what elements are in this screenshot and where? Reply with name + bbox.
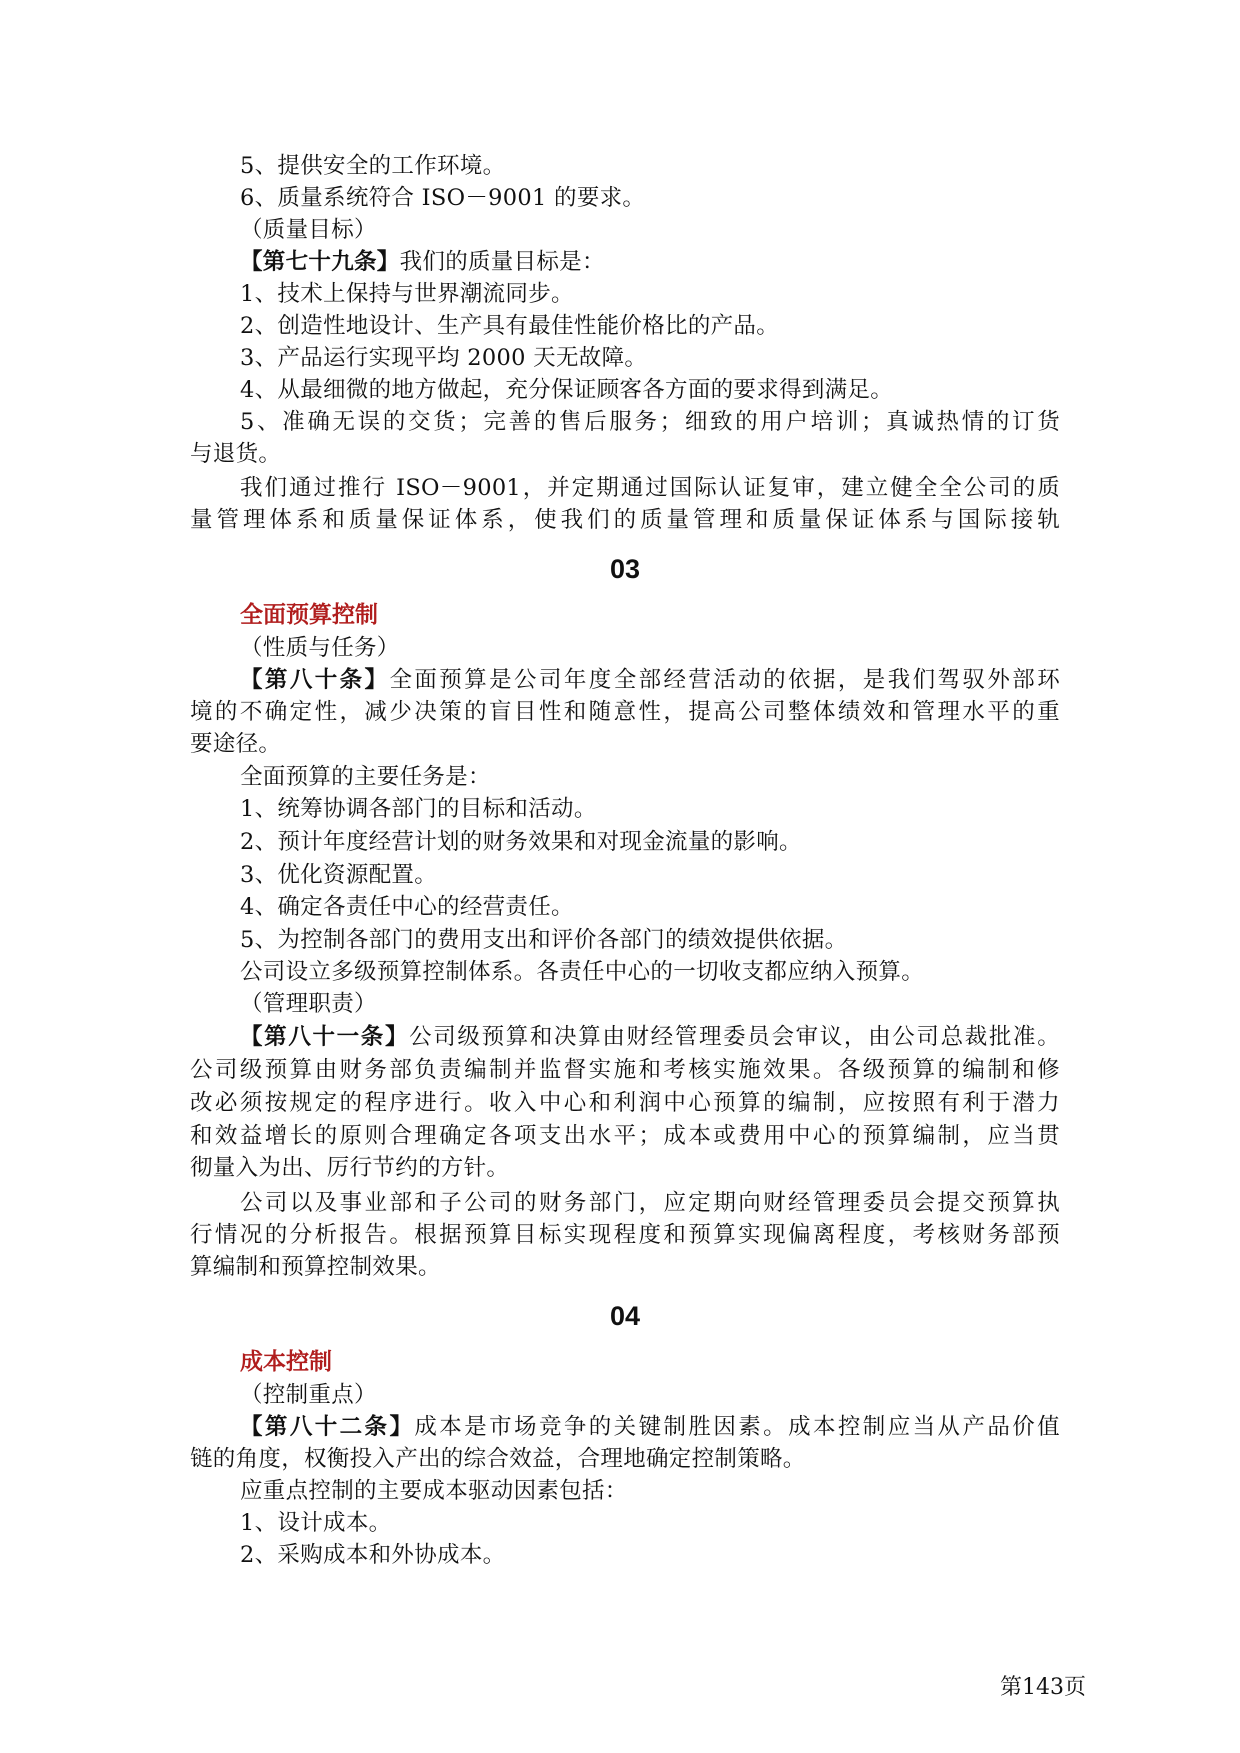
list-item: 6、质量系统符合 ISO－9001 的要求。	[240, 185, 646, 211]
list-item: 5、准确无误的交货；完善的售后服务；细致的用户培训；真诚热情的订货	[240, 409, 1060, 435]
list-item: 2、预计年度经营计划的财务效果和对现金流量的影响。	[240, 829, 802, 855]
text-line: 应重点控制的主要成本驱动因素包括：	[240, 1478, 628, 1504]
list-item: 1、统筹协调各部门的目标和活动。	[240, 796, 597, 822]
article-paragraph	[240, 1021, 1060, 1053]
section-title: 成本控制	[240, 1348, 332, 1375]
article-text: 成本是市场竞争的关键制胜因素。成本控制应当从产品价值	[414, 1414, 1060, 1440]
article-text: 全面预算是公司年度全部经营活动的依据，是我们驾驭外部环	[389, 667, 1060, 693]
paragraph-line: 境的不确定性，减少决策的盲目性和随意性，提高公司整体绩效和管理水平的重	[190, 699, 1060, 725]
text-line: 公司设立多级预算控制体系。各责任中心的一切收支都应纳入预算。	[240, 959, 925, 985]
article-text: 我们的质量目标是：	[399, 249, 605, 275]
subheading: （性质与任务）	[240, 635, 400, 661]
section-number: 04	[609, 1301, 641, 1331]
list-item: 3、优化资源配置。	[240, 862, 438, 888]
article-label: 【第八十条】	[240, 667, 390, 693]
list-item: 3、产品运行实现平均 2000 天无故障。	[240, 345, 648, 371]
page-number: 第143页	[1000, 1675, 1086, 1700]
text-line: 与退货。	[190, 441, 282, 467]
text-line: 全面预算的主要任务是：	[240, 764, 491, 790]
article-paragraph	[240, 246, 1060, 278]
article-label: 【第八十二条】	[240, 1414, 415, 1440]
section-title: 全面预算控制	[240, 601, 378, 628]
paragraph-line: 彻量入为出、厉行节约的方针。	[190, 1155, 510, 1181]
paragraph-line: 公司级预算由财务部负责编制并监督实施和考核实施效果。各级预算的编制和修	[190, 1057, 1060, 1083]
list-item: 4、确定各责任中心的经营责任。	[240, 894, 574, 920]
article-label: 【第八十一条】	[240, 1024, 410, 1050]
list-item: 5、为控制各部门的费用支出和评价各部门的绩效提供依据。	[240, 927, 848, 953]
list-item: 2、创造性地设计、生产具有最佳性能价格比的产品。	[240, 313, 780, 339]
list-item: 2、采购成本和外协成本。	[240, 1542, 506, 1568]
list-item: 1、设计成本。	[240, 1510, 392, 1536]
paragraph-line: 和效益增长的原则合理确定各项支出水平；成本或费用中心的预算编制，应当贯	[190, 1123, 1060, 1149]
subheading: （管理职责）	[240, 991, 377, 1017]
article-label: 【第七十九条】	[240, 249, 400, 275]
article-text: 公司级预算和决算由财经管理委员会审议，由公司总裁批准。	[409, 1024, 1060, 1050]
list-item: 4、从最细微的地方做起，充分保证顾客各方面的要求得到满足。	[240, 377, 894, 403]
paragraph-line: 量管理体系和质量保证体系，使我们的质量管理和质量保证体系与国际接轨	[190, 507, 1060, 533]
article-paragraph	[240, 664, 1060, 696]
section-number: 03	[609, 554, 641, 584]
list-item: 1、技术上保持与世界潮流同步。	[240, 281, 574, 307]
paragraph-line: 链的角度，权衡投入产出的综合效益，合理地确定控制策略。	[190, 1446, 806, 1472]
paragraph-line: 公司以及事业部和子公司的财务部门，应定期向财经管理委员会提交预算执	[240, 1190, 1060, 1216]
paragraph-line: 行情况的分析报告。根据预算目标实现程度和预算实现偏离程度，考核财务部预	[190, 1222, 1060, 1248]
article-paragraph	[240, 1411, 1060, 1443]
subheading: （控制重点）	[240, 1382, 377, 1408]
paragraph-line: 改必须按规定的程序进行。收入中心和利润中心预算的编制，应按照有利于潜力	[190, 1090, 1060, 1116]
paragraph-line: 要途径。	[190, 731, 282, 757]
paragraph-line: 我们通过推行 ISO－9001，并定期通过国际认证复审，建立健全全公司的质	[240, 475, 1060, 501]
paragraph-line: 算编制和预算控制效果。	[190, 1254, 441, 1280]
list-item: 5、提供安全的工作环境。	[240, 153, 506, 179]
subheading: （质量目标）	[240, 217, 377, 243]
